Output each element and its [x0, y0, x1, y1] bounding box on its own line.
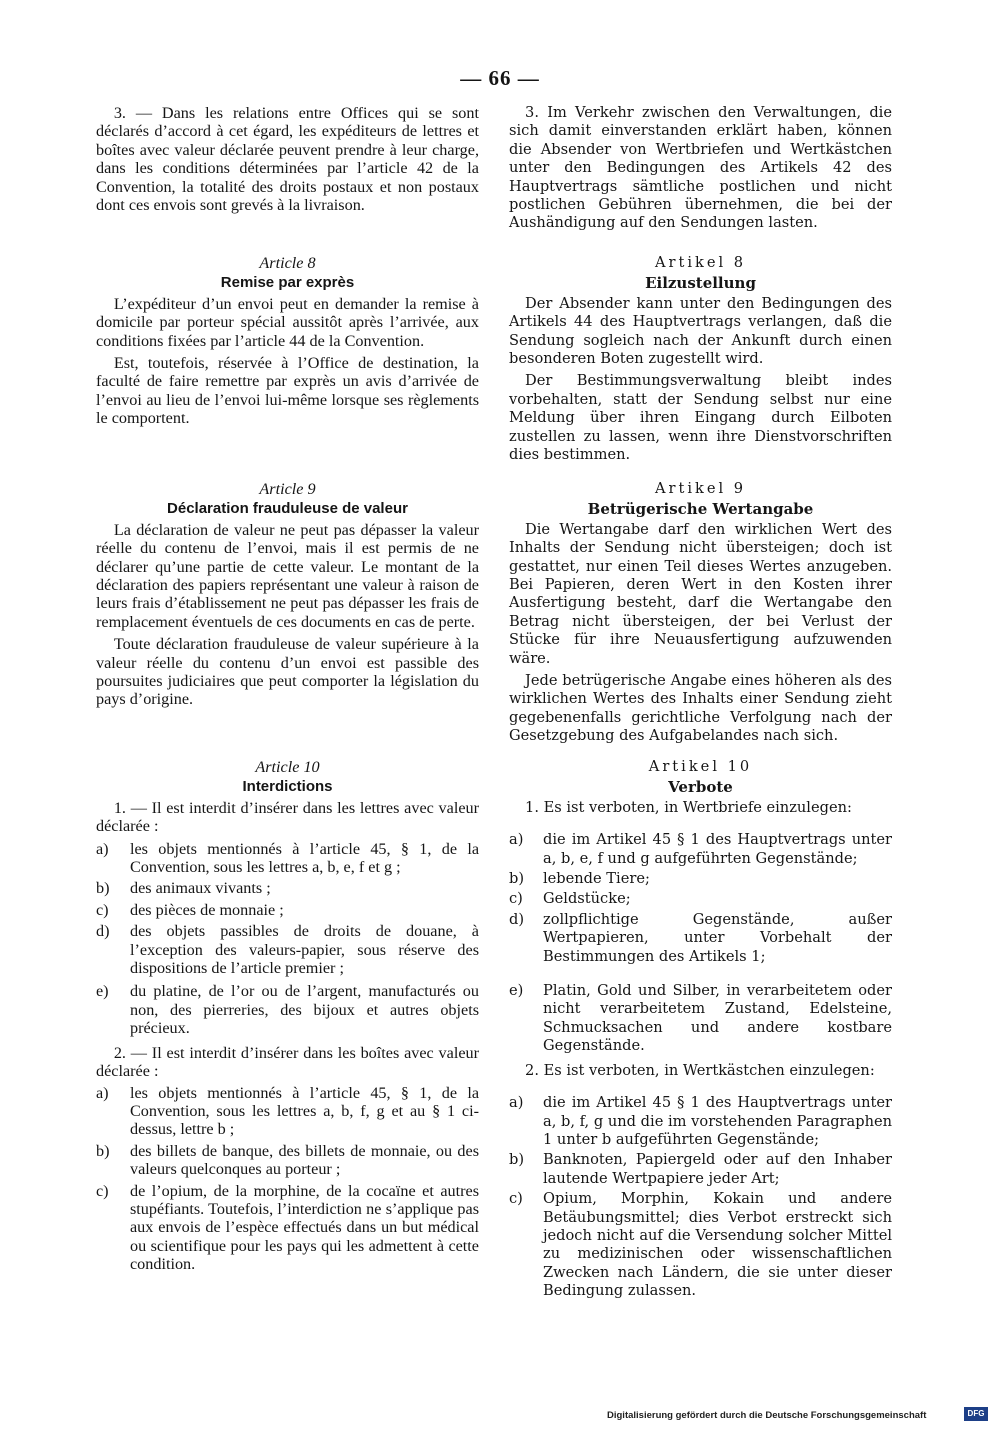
de-article9-p1: Die Wertangabe darf den wirklichen Wert des Inhalts der Sendung nicht übersteigen; doch ist gestattet, nur einen Teil dieses Wertes anzugeben. Bei Papieren, deren Wert in den Kosten ihrer Ausfertigung besteht, darf die Wertangabe den Betrag nicht übersteigen, der bei Verlust der Stücke für ihre Neuausfertigung aufzuwenden wäre.: [509, 520, 892, 667]
fr-para3-block: [96, 104, 479, 214]
list-item: a) die im Artikel 45 § 1 des Hauptvertrags unter a, b, e, f und g aufgeführten Gegenstände;: [509, 831, 892, 867]
list-item: d) des objets passibles de droits de douane, à l’exception des valeurs-papier, sous réserve des dispositions de l’article premier ;: [96, 922, 479, 978]
de-article10-title: Artikel 10: [648, 758, 753, 775]
de-list1: [509, 831, 892, 1055]
de-article8-p1: Der Absender kann unter den Bedingungen des Artikels 44 des Hauptvertrags verlangen, daß die Sendung sogleich nach der Ankunft durch einen besonderen Boten zugestellt wird.: [509, 294, 892, 368]
de-list2: [509, 1094, 892, 1300]
digitization-footer: Digitalisierung gefördert durch die Deutsche Forschungsgemeinschaft: [607, 1410, 927, 1421]
fr-article9-p2: Toute déclaration frauduleuse de valeur supérieure à la valeur réelle du contenu d’un envoi est passible des poursuites judiciaires que peut comporter la législation du pays d’origine.: [96, 635, 479, 709]
list-item: e) Platin, Gold und Silber, in verarbeitetem oder nicht verarbeitetem Zustand, Edelsteine, Schmucksachen und andere kostbare Gegenstände.: [509, 982, 892, 1055]
list-item: c) des pièces de monnaie ;: [96, 900, 284, 919]
fr-article8-heading: Remise par exprès: [220, 274, 355, 292]
list-item: a) les objets mentionnés à l’article 45, § 1, de la Convention, sous les lettres a, b, f, g et au § 1 ci-dessus, lettre b ;: [96, 1083, 479, 1139]
de-article8-p2: Der Bestimmungsverwaltung bleibt indes vorbehalten, statt der Sendung selbst nur eine Meldung über ihren Eingang durch Eilboten zustellen zu lassen, wenn ihre Dienstvorschriften dies bestimmen.: [509, 372, 892, 464]
list-item: a) die im Artikel 45 § 1 des Hauptvertrags unter a, b, f, g und die im vorstehenden Paragraphen 1 unter b aufgeführten Gegenstände;: [509, 1094, 892, 1148]
fr-article10-heading: Interdictions: [242, 778, 333, 796]
list-item: d) zollpflichtige Gegenstände, außer Wertpapieren, unter Vorbehalt der Bestimmungen des Artikels 1;: [509, 910, 892, 965]
fr-list1: [96, 840, 479, 1038]
de-article8: [509, 254, 892, 464]
fr-article10-title: Article 10: [255, 758, 320, 776]
list-item: c) Geldstücke;: [509, 890, 631, 908]
fr-article8-title: Article 8: [259, 254, 316, 272]
list-item: b) des animaux vivants ;: [96, 879, 271, 898]
de-article10-heading: Verbote: [668, 778, 733, 797]
list-item: c) de l’opium, de la morphine, de la cocaïne et autres stupéfiants. Toutefois, l’interdiction ne s’applique pas aux envois de l’espèce effectués dans un but médical ou scientifique pour les pays qui les admettent à cette condition.: [96, 1181, 479, 1274]
list-item: b) lebende Tiere;: [509, 870, 650, 888]
fr-article8-p2: Est, toutefois, réservée à l’Office de destination, la faculté de faire remettre par exprès un avis d’arrivée de l’envoi au lieu de l’envoi lui-même lorsque ses règlements le comportent.: [96, 354, 479, 428]
list-item: b) des billets de banque, des billets de monnaie, ou des valeurs quelconques au porteur ;: [96, 1141, 479, 1179]
de-article10-intro2: 2. Es ist verboten, in Wertkästchen einzulegen:: [525, 1061, 875, 1079]
de-article10-intro1: 1. Es ist verboten, in Wertbriefe einzulegen:: [525, 798, 852, 816]
fr-para3: 3. — Dans les relations entre Offices qui se sont déclarés d’accord à cet égard, les expéditeurs de lettres et boîtes avec valeur déclarée peuvent prendre à leur charge, dans les conditions déterminées par l’article 42 de la Convention, la totalité des droits postaux et non postaux dont ces envois sont grevés à la livraison.: [96, 104, 479, 215]
de-article9-heading: Betrügerische Wertangabe: [587, 500, 814, 519]
list-item: c) Opium, Morphin, Kokain und andere Betäubungsmittel; dies Verbot erstreckt sich jedoch nicht auf die Versendung solcher Mittel zu medizinischen oder wissenschaftlichen Zwecken nach Ländern, die sie unter dieser Bedingung zulassen.: [509, 1190, 892, 1300]
fr-article9-title: Article 9: [259, 480, 316, 498]
fr-article10-intro1: 1. — Il est interdit d’insérer dans les lettres avec valeur déclarée :: [96, 798, 479, 836]
list-item: a) les objets mentionnés à l’article 45, § 1, de la Convention, sous les lettres a, b, e, f et g ;: [96, 839, 479, 877]
dfg-logo: DFG: [964, 1407, 988, 1421]
de-article9-p2: Jede betrügerische Angabe eines höheren als des wirklichen Wertes des Inhalts einer Sendung zieht gegebenenfalls gerichtliche Verfolgung nach der Gesetzgebung des Aufgabelandes nach sich.: [509, 672, 892, 745]
de-article10: [509, 758, 892, 1301]
de-article8-heading: Eilzustellung: [645, 274, 756, 293]
page-number: — 66 —: [460, 66, 540, 90]
fr-article9: [96, 480, 479, 709]
fr-article8-p1: L’expéditeur d’un envoi peut en demander la remise à domicile par porteur spécial aussitôt après l’arrivée, aux conditions fixées par l’article 44 de la Convention.: [96, 294, 479, 350]
fr-article9-p1: La déclaration de valeur ne peut pas dépasser la valeur réelle du contenu de l’envoi, mais il est permis de ne déclarer qu’une partie de cette valeur. Le montant de la déclaration des papiers représentant une valeur à raison de leurs frais d’établissement ne peut pas dépasser les frais de remplacement éventuels de ces documents en cas de perte.: [96, 520, 479, 631]
de-article9-title: Artikel 9: [654, 480, 747, 497]
de-para3-block: [509, 104, 892, 233]
list-item: e) du platine, de l’or ou de l’argent, manufacturés ou non, des pierreries, des bijoux et autres objets précieux.: [96, 982, 479, 1038]
fr-list2: [96, 1084, 479, 1274]
fr-article10-intro2: 2. — Il est interdit d’insérer dans les boîtes avec valeur déclarée :: [96, 1043, 479, 1081]
de-article8-title: Artikel 8: [654, 254, 747, 271]
de-para3: 3. Im Verkehr zwischen den Verwaltungen, die sich damit einverstanden erklärt haben, können die Absender von Wertbriefen und Wertkästchen unter den Bedingungen des Artikels 42 des Hauptvertrags sämtliche postlichen und nicht postlichen Gebühren übernehmen, die bei der Aushändigung auf den Sendungen lasten.: [509, 104, 892, 232]
fr-article10: [96, 758, 479, 1274]
fr-article8: [96, 254, 479, 428]
de-article9: [509, 480, 892, 746]
list-item: b) Banknoten, Papiergeld oder auf den Inhaber lautende Wertpapiere jeder Art;: [509, 1151, 892, 1187]
fr-article9-heading: Déclaration frauduleuse de valeur: [167, 500, 408, 518]
